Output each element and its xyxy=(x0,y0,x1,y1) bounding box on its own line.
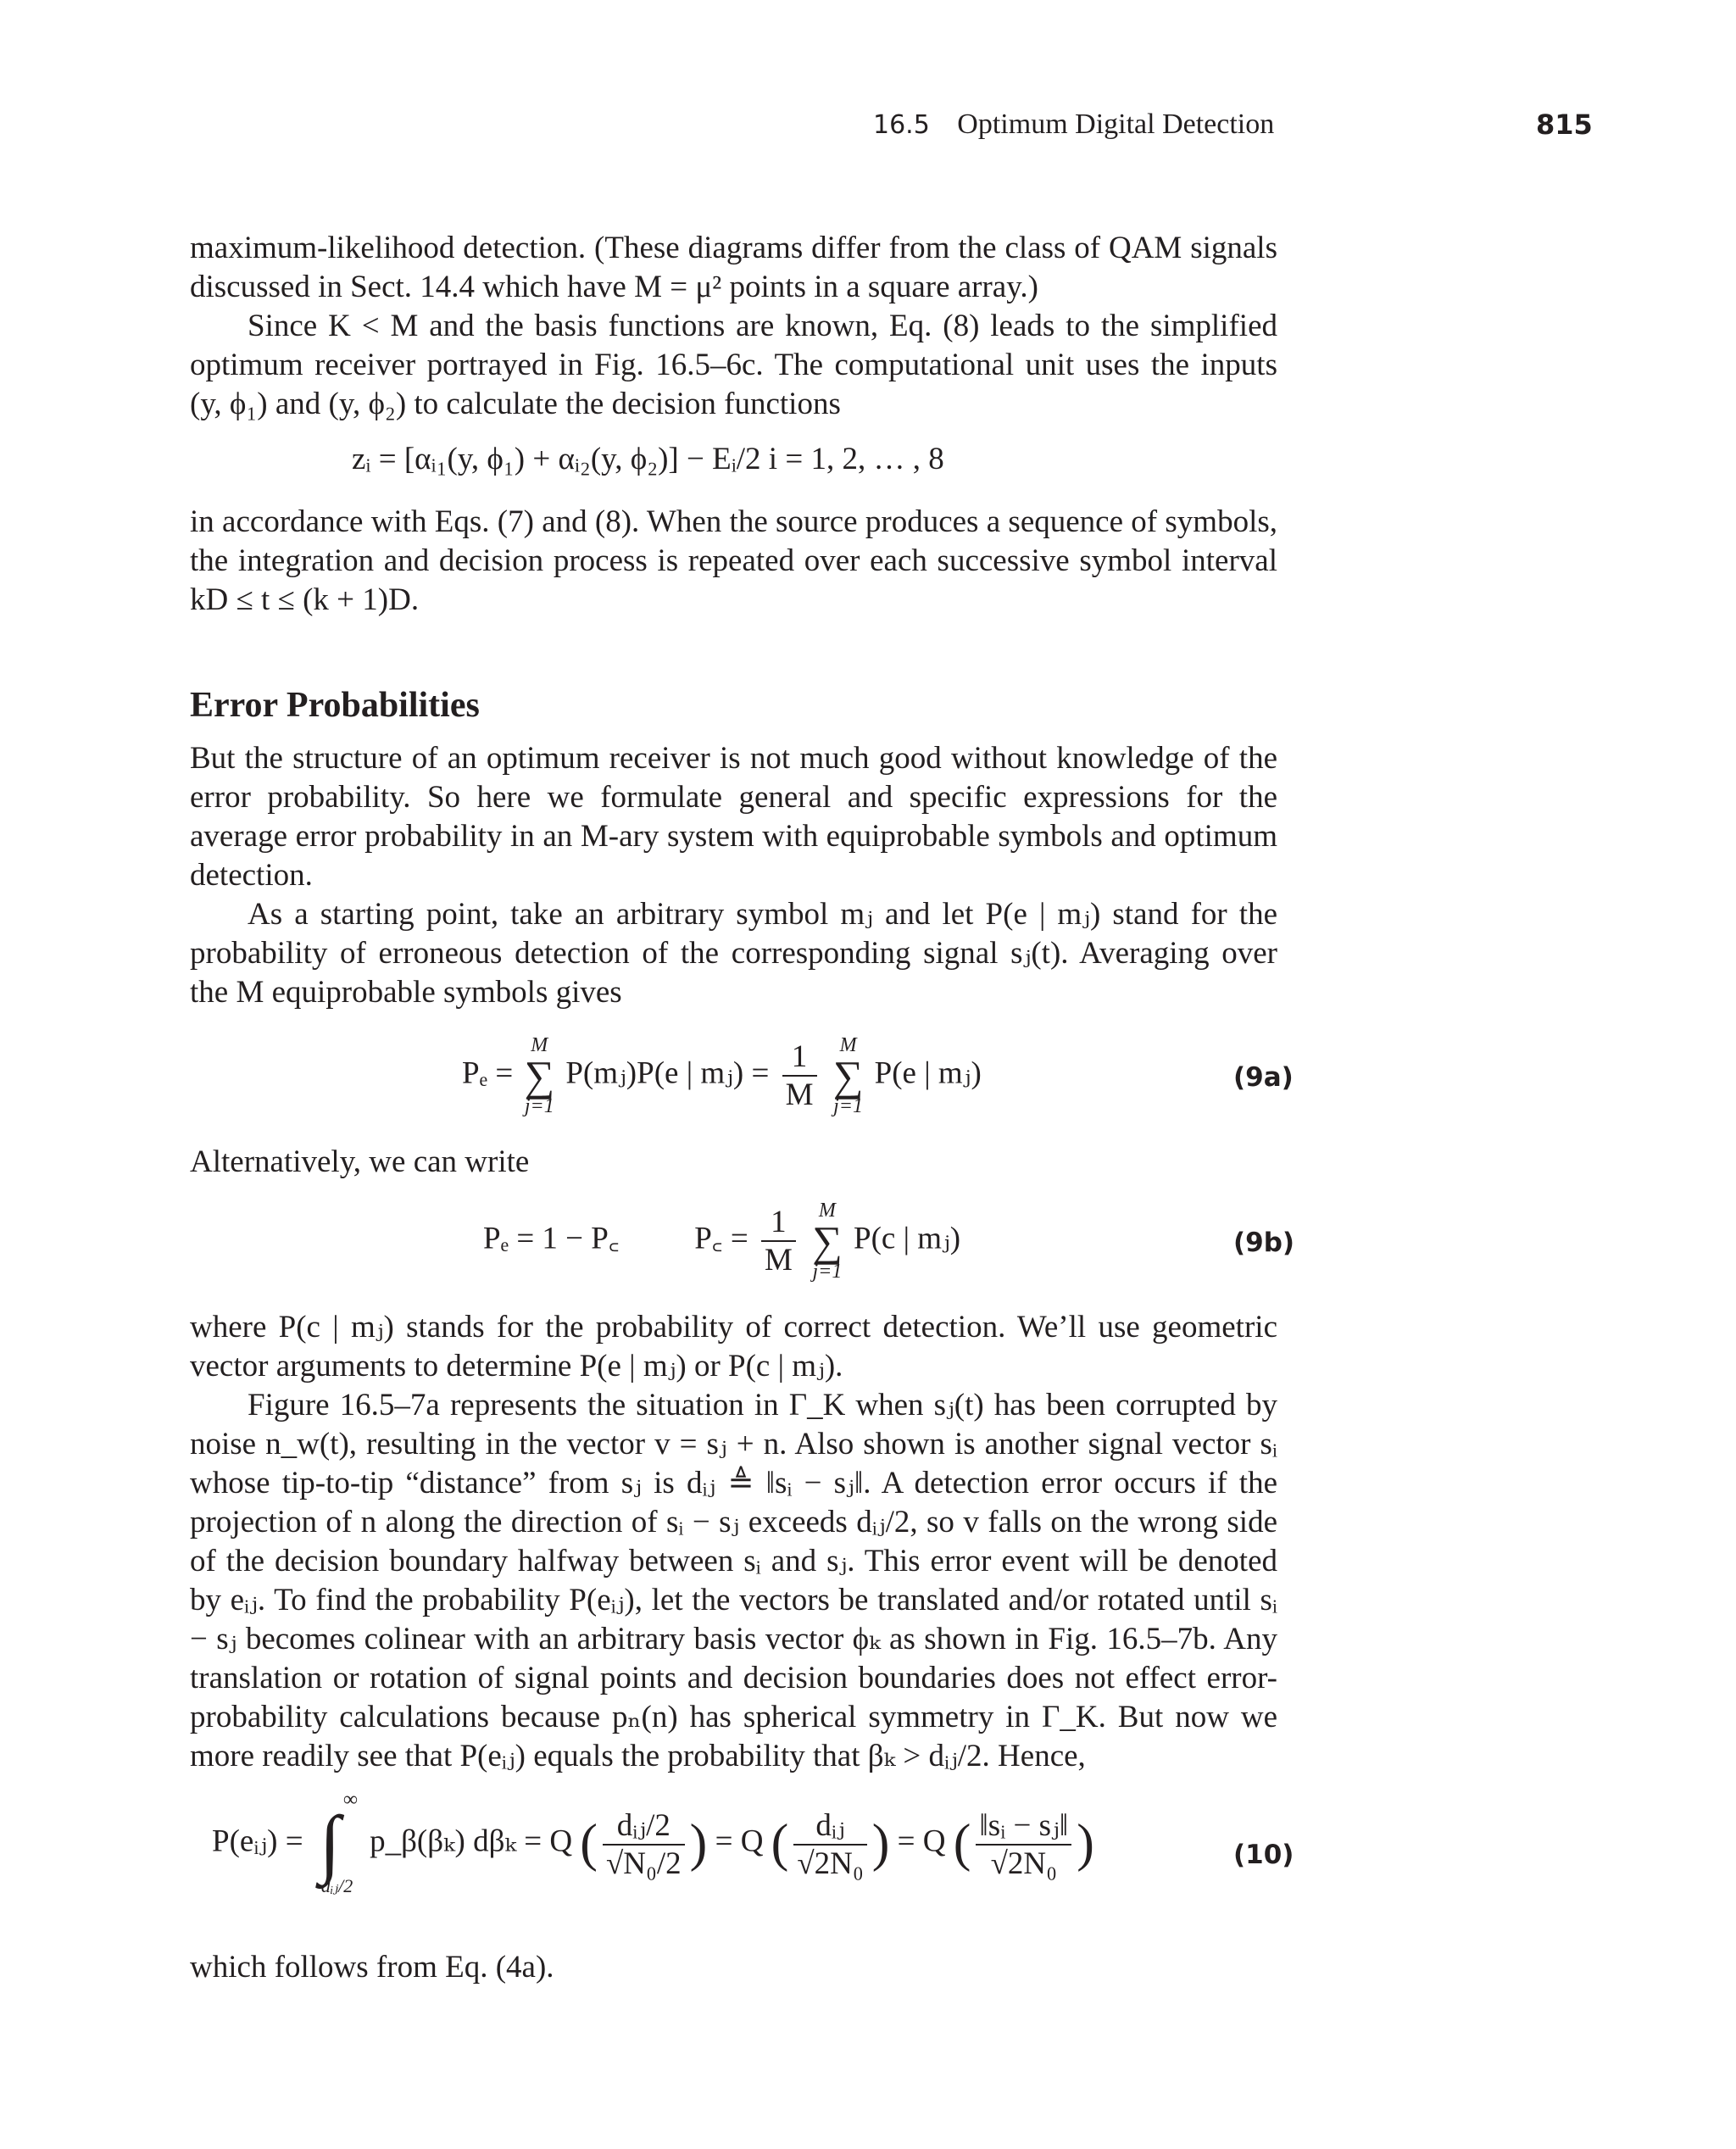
text-block xyxy=(190,1143,1277,1182)
denominator: √N₀/2 xyxy=(605,1846,682,1881)
section-header xyxy=(873,109,1274,141)
fraction xyxy=(782,1038,817,1113)
summation: M ∑ j=1 xyxy=(812,1200,843,1283)
equation-10: P(eᵢⱼ) = ∫ ∞ dᵢⱼ/2 p_β(βₖ) dβₖ = Q ( $\frac{\text{dᵢⱼ/2}}{\text{√N₀/2}}$ ) = Q ( $\frac{\text{dᵢⱼ}}{\text{√2N₀}}$ ) = Q ( $\frac{\text{‖sᵢ − sⱼ‖}}{\text{√2N₀}}$ ) xyxy=(212,1789,1094,1896)
eq-term: = Q xyxy=(715,1823,764,1859)
fraction xyxy=(603,1807,685,1882)
sum-upper-limit: M xyxy=(818,1200,836,1222)
eq-lhs: Pₑ = xyxy=(462,1055,514,1091)
sum-lower-limit: j=1 xyxy=(833,1095,864,1117)
denominator: √2N₀ xyxy=(990,1846,1058,1881)
sum-lower-limit: j=1 xyxy=(812,1261,843,1283)
eq-lhs: P(eᵢⱼ) = xyxy=(212,1823,303,1859)
eq-term: p_β(βₖ) dβₖ = Q xyxy=(370,1823,573,1859)
integral-lower-limit: dᵢⱼ/2 xyxy=(320,1875,353,1896)
denominator: √2N₀ xyxy=(797,1846,864,1881)
paragraph: As a starting point, take an arbitrary symbol mⱼ and let P(e | mⱼ) stand for the probability of erroneous detection of the corresponding signal sⱼ(t). Averaging over the M equiprobable symbols gives xyxy=(190,897,1277,1010)
fraction xyxy=(761,1204,796,1278)
paragraph: Figure 16.5–7a represents the situation in Γ_K when sⱼ(t) has been corrupted by noise n_w(t), resulting in the vector v = sⱼ + n. Also shown is another signal vector sᵢ whose tip-to-tip “distance” from sⱼ is dᵢⱼ ≜ ‖sᵢ − sⱼ‖. A detection error occurs if the projection of n along the direction of sᵢ − sⱼ exceeds dᵢⱼ/2, so v falls on the wrong side of the decision boundary halfway between sᵢ and sⱼ. This error event will be denoted by eᵢⱼ. To find the probability P(eᵢⱼ), let the vectors be translated and/or rotated until sᵢ − sⱼ becomes colinear with an arbitrary basis vector ϕₖ as shown in Fig. 16.5–7b. Any translation or rotation of signal points and decision boundaries does not effect error-probability calculations because pₙ(n) has spherical symmetry in Γ_K. But now we more readily see that P(eᵢⱼ) equals the probability that βₖ > dᵢⱼ/2. Hence, xyxy=(190,1388,1277,1773)
eq-lhs: P꜀ = xyxy=(694,1221,748,1256)
fraction xyxy=(793,1807,866,1882)
sum-lower-limit: j=1 xyxy=(524,1095,554,1117)
equation-number: (10) xyxy=(1233,1840,1294,1870)
paragraph: Since K < M and the basis functions are known, Eq. (8) leads to the simplified optimum receiver portrayed in Fig. 16.5–6c. The computational unit uses the inputs (y, ϕ₁) and (y, ϕ₂) to calculate the decision functions xyxy=(190,309,1277,421)
integral: ∫ ∞ dᵢⱼ/2 xyxy=(319,1789,358,1896)
text-block xyxy=(190,1948,1277,1987)
eq-term: = Q xyxy=(897,1823,946,1859)
equation-9b xyxy=(483,1200,960,1283)
eq-term: P(c | mⱼ) xyxy=(854,1221,961,1256)
summation: M ∑ j=1 xyxy=(524,1034,555,1117)
sum-upper-limit: M xyxy=(839,1034,857,1056)
decision-function-equation: zᵢ = [αᵢ₁(y, ϕ₁) + αᵢ₂(y, ϕ₂)] − Eᵢ/2 i = 1, 2, … , 8 xyxy=(352,442,944,476)
eq-lhs: Pₑ = 1 − P꜀ xyxy=(483,1221,620,1256)
page-number: 815 xyxy=(1536,109,1593,141)
equation-9a xyxy=(462,1034,982,1117)
numerator: 1 xyxy=(761,1204,796,1242)
text-block xyxy=(190,1308,1277,1776)
section-number: 16.5 xyxy=(873,110,930,140)
eq-term: P(mⱼ)P(e | mⱼ) = xyxy=(565,1055,770,1091)
denominator: M xyxy=(764,1243,793,1278)
section-heading: Error Probabilities xyxy=(190,686,480,725)
equation-number: (9a) xyxy=(1233,1062,1294,1093)
paragraph: in accordance with Eqs. (7) and (8). When the source produces a sequence of symbols, the integration and decision process is repeated over each successive symbol interval kD ≤ t ≤ (k + 1)D. xyxy=(190,504,1277,617)
numerator: ‖sᵢ − sⱼ‖ xyxy=(976,1807,1071,1846)
text-block xyxy=(190,739,1277,1012)
paragraph: which follows from Eq. (4a). xyxy=(190,1950,554,1985)
numerator: 1 xyxy=(782,1038,817,1077)
summation: M ∑ j=1 xyxy=(832,1034,864,1117)
paragraph: Alternatively, we can write xyxy=(190,1144,530,1179)
numerator: dᵢⱼ xyxy=(793,1807,866,1846)
fraction xyxy=(976,1807,1071,1882)
denominator: M xyxy=(785,1077,814,1112)
text-block xyxy=(190,503,1277,620)
paragraph: But the structure of an optimum receiver is not much good without knowledge of the error probability. So here we formulate general and specific expressions for the average error probability in an M-ary system with equiprobable symbols and optimum detection. xyxy=(190,741,1277,893)
eq-term: P(e | mⱼ) xyxy=(874,1055,982,1091)
text-block-top xyxy=(190,229,1277,424)
sum-upper-limit: M xyxy=(531,1034,548,1056)
integral-upper-limit: ∞ xyxy=(342,1789,358,1811)
paragraph: where P(c | mⱼ) stands for the probability of correct detection. We’ll use geometric vector arguments to determine P(e | mⱼ) or P(c | mⱼ). xyxy=(190,1310,1277,1383)
paragraph: maximum-likelihood detection. (These diagrams differ from the class of QAM signals discussed in Sect. 14.4 which have M = μ² points in a square array.) xyxy=(190,231,1277,304)
section-title: Optimum Digital Detection xyxy=(957,109,1275,140)
numerator: dᵢⱼ/2 xyxy=(603,1807,685,1846)
equation-number: (9b) xyxy=(1233,1228,1295,1258)
